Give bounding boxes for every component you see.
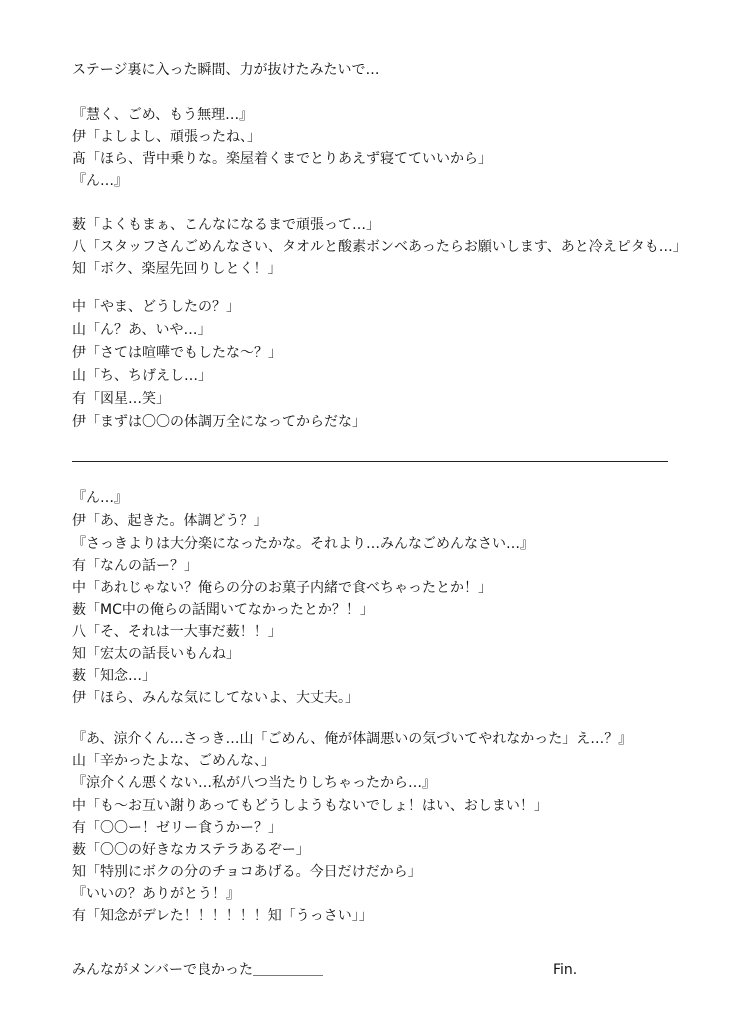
dialogue-line: 『慧く、ごめ、もう無理…』 xyxy=(72,107,254,123)
fin-label: Fin. xyxy=(553,962,578,978)
dialogue-line: 知「特別にボクの分のチョコあげる。今日だけだから」 xyxy=(72,864,422,880)
dialogue-line: 有「なんの話ー？」 xyxy=(72,558,198,574)
dialogue-line: 中「あれじゃない？俺らの分のお菓子内緒で食べちゃったとか！」 xyxy=(72,580,492,596)
dialogue-line: 伊「よしよし、頑張ったね、」 xyxy=(72,129,261,145)
closing-line: みんながメンバーで良かった＿＿＿＿＿ xyxy=(72,962,324,978)
dialogue-line: 山「ち、ちげえし…」 xyxy=(72,368,212,384)
dialogue-line: 山「ん？あ、いや…」 xyxy=(72,322,212,338)
dialogue-line: 八「そ、それは一大事だ薮！！」 xyxy=(72,624,282,640)
dialogue-line: 有「知念がデレた！！！！！！知「うっさい」」 xyxy=(72,908,373,924)
dialogue-line: 中「やま、どうしたの？」 xyxy=(72,299,240,315)
dialogue-line: 知「宏太の話長いもんね」 xyxy=(72,646,240,662)
dialogue-line: 八「スタッフさんごめんなさい、タオルと酸素ボンベあったらお願いします、あと冷えピタも…」 xyxy=(72,239,687,255)
dialogue-line: 薮「知念…」 xyxy=(72,668,156,684)
dialogue-line: 有「図星…笑」 xyxy=(72,391,170,407)
dialogue-line: 『いいの？ありがとう！』 xyxy=(72,886,240,902)
dialogue-line: 『ん…』 xyxy=(72,490,128,506)
section-divider xyxy=(72,461,668,462)
dialogue-line: 有「〇〇ー！ゼリー食うかー？」 xyxy=(72,820,282,836)
narration-line: ステージ裏に入った瞬間、力が抜けたみたいで… xyxy=(72,62,380,78)
dialogue-line: 伊「まずは〇〇の体調万全になってからだな」 xyxy=(72,414,366,430)
dialogue-line: 伊「さては喧嘩でもしたな〜？」 xyxy=(72,345,282,361)
dialogue-line: 薮「〇〇の好きなカステラあるぞー」 xyxy=(72,842,310,858)
dialogue-line: 知「ボク、楽屋先回りしとく！」 xyxy=(72,261,282,277)
dialogue-line: 『さっきよりは大分楽になったかな。それより…みんなごめんなさい…』 xyxy=(72,536,534,552)
dialogue-line: 薮「MC中の俺らの話聞いてなかったとか？！」 xyxy=(72,602,374,618)
dialogue-line: 伊「あ、起きた。体調どう？」 xyxy=(72,513,268,529)
dialogue-line: 山「辛かったよな、ごめんな、」 xyxy=(72,753,275,769)
dialogue-line: 髙「ほら、背中乗りな。楽屋着くまでとりあえず寝てていいから」 xyxy=(72,151,492,167)
dialogue-line: 中「も〜お互い謝りあってもどうしようもないでしょ！はい、おしまい！」 xyxy=(72,798,548,814)
dialogue-line: 『涼介くん悪くない…私が八つ当たりしちゃったから…』 xyxy=(72,775,436,791)
dialogue-line: 『ん…』 xyxy=(72,173,128,189)
dialogue-line: 伊「ほら、みんな気にしてないよ、大丈夫。」 xyxy=(72,690,359,706)
dialogue-line: 『あ、涼介くん…さっき…山「ごめん、俺が体調悪いの気づいてやれなかった」え…？』 xyxy=(72,731,633,747)
dialogue-line: 薮「よくもまぁ、こんなになるまで頑張って…」 xyxy=(72,217,380,233)
